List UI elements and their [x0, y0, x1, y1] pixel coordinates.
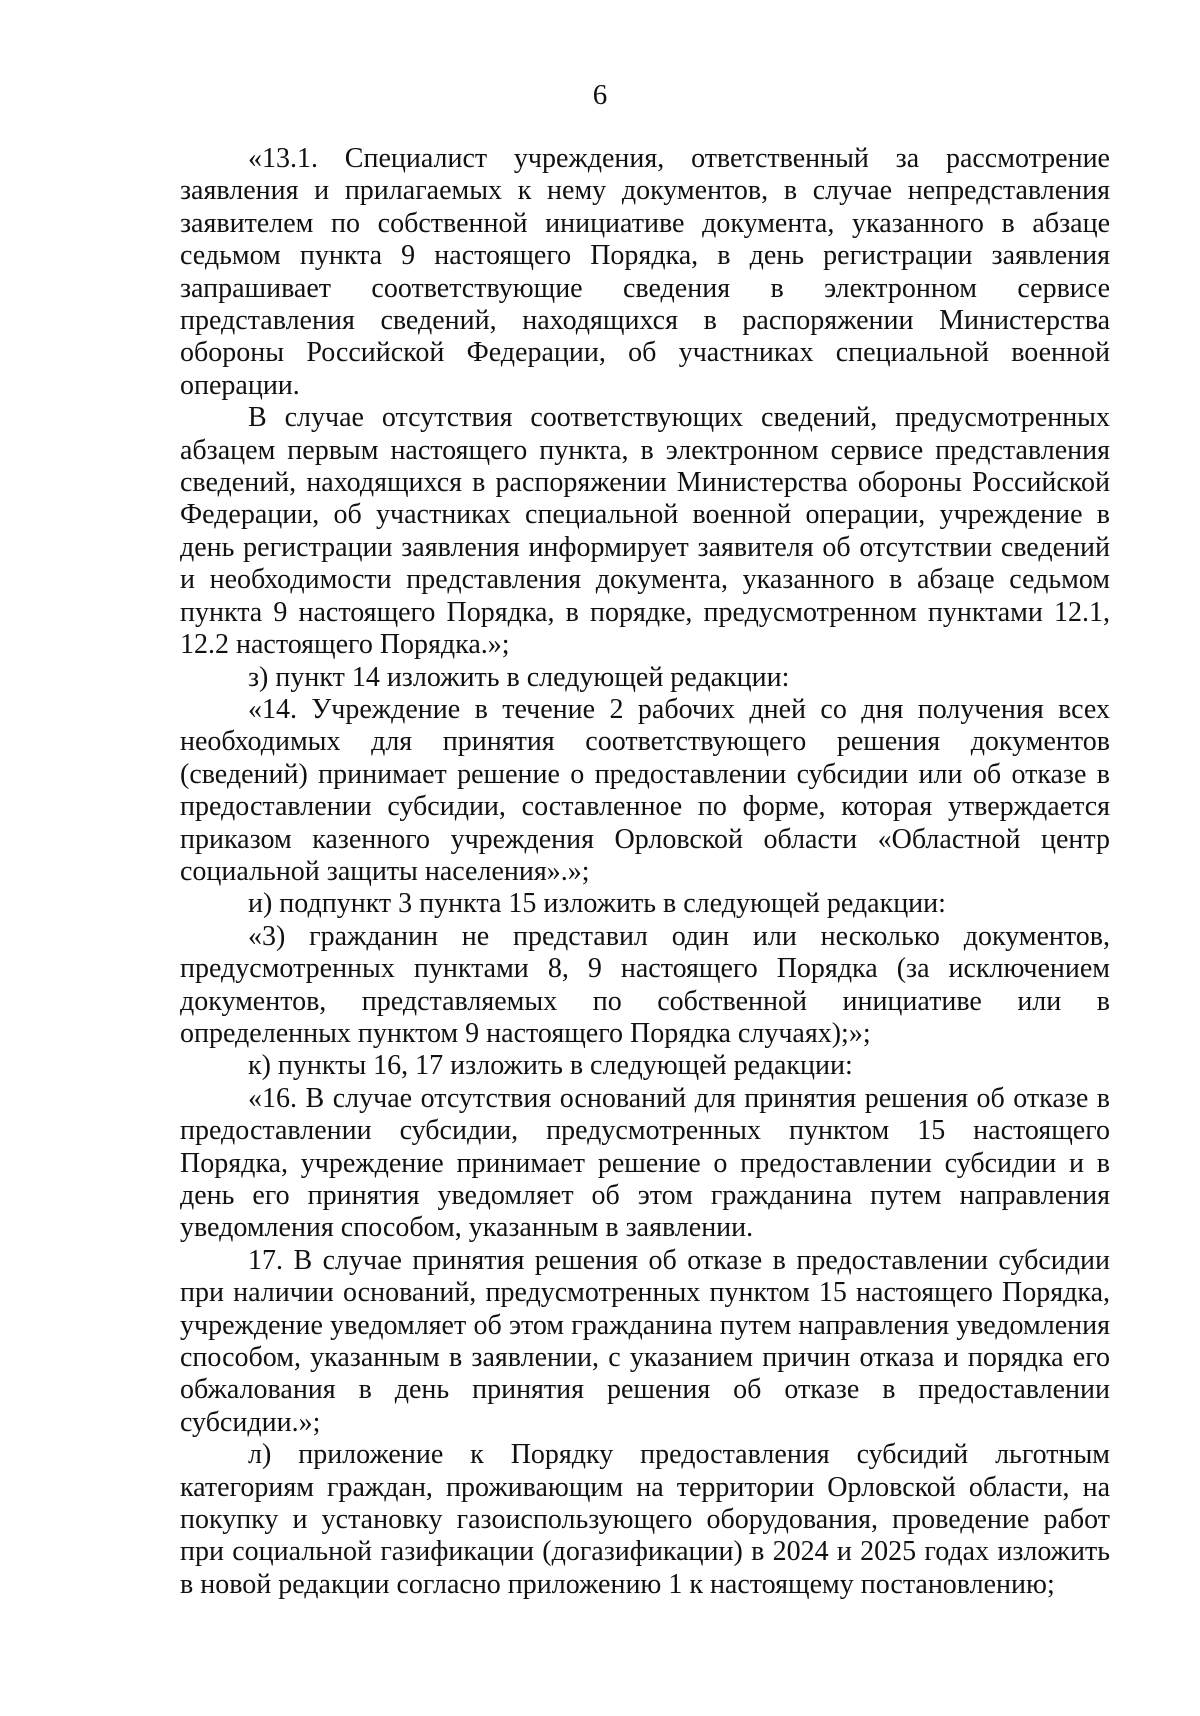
paragraph-14: «14. Учреждение в течение 2 рабочих дней со дня получения всех необходимых для принятия соответствующего решения документов (сведений) принимает решение о предоставлении субсидии или об отказе в предоставлении субсидии, составленное по форме, которая утверждается приказом казенного учреждения Орловской области «Областной центр социальной защиты населения».»;	[180, 693, 1110, 887]
paragraph-i-instruction: и) подпункт 3 пункта 15 изложить в следующей редакции:	[248, 888, 946, 920]
paragraph-17: 17. В случае принятия решения об отказе в предоставлении субсидии при наличии оснований, предусмотренных пунктом 15 настоящего Порядка, учреждение уведомляет об этом гражданина путем направления уведомления способом, указанным в заявлении, с указанием причин отказа и порядка его обжалования в день принятия решения об отказе в предоставлении субсидии.»;	[180, 1244, 1110, 1438]
document-body	[180, 143, 1110, 1601]
page-number: 6	[592, 79, 608, 111]
paragraph-subitem-3: «3) гражданин не представил один или несколько документов, предусмотренных пунктами 8, 9 настоящего Порядка (за исключением документов, представляемых по собственной инициативе или в определенных пунктом 9 настоящего Порядка случаях);»;	[180, 920, 1110, 1049]
paragraph-13-1-continued: В случае отсутствия соответствующих сведений, предусмотренных абзацем первым настоящего пункта, в электронном сервисе представления сведений, находящихся в распоряжении Министерства обороны Российской Федерации, об участниках специальной военной операции, учреждение в день регистрации заявления информирует заявителя об отсутствии сведений и необходимости представления документа, указанного в абзаце седьмом пункта 9 настоящего Порядка, в порядке, предусмотренном пунктами 12.1, 12.2 настоящего Порядка.»;	[180, 402, 1110, 661]
paragraph-16: «16. В случае отсутствия оснований для принятия решения об отказе в предоставлении субсидии, предусмотренных пунктом 15 настоящего Порядка, учреждение принимает решение о предоставлении субсидии и в день его принятия уведомляет об этом гражданина путем направления уведомления способом, указанным в заявлении.	[180, 1082, 1110, 1244]
paragraph-k-instruction: к) пункты 16, 17 изложить в следующей редакции:	[248, 1050, 853, 1082]
paragraph-l-instruction: л) приложение к Порядку предоставления субсидий льготным категориям граждан, проживающим на территории Орловской области, на покупку и установку газоиспользующего оборудования, проведение работ при социальной газификации (догазификации) в 2024 и 2025 годах изложить в новой редакции согласно приложению 1 к настоящему постановлению;	[180, 1439, 1110, 1600]
paragraph-z-instruction: з) пункт 14 изложить в следующей редакции:	[248, 661, 790, 693]
paragraph-13-1: «13.1. Специалист учреждения, ответственный за рассмотрение заявления и прилагаемых к нему документов, в случае непредставления заявителем по собственной инициативе документа, указанного в абзаце седьмом пункта 9 настоящего Порядка, в день регистрации заявления запрашивает соответствующие сведения в электронном сервисе представления сведений, находящихся в распоряжении Министерства обороны Российской Федерации, об участниках специальной военной операции.	[180, 143, 1110, 401]
